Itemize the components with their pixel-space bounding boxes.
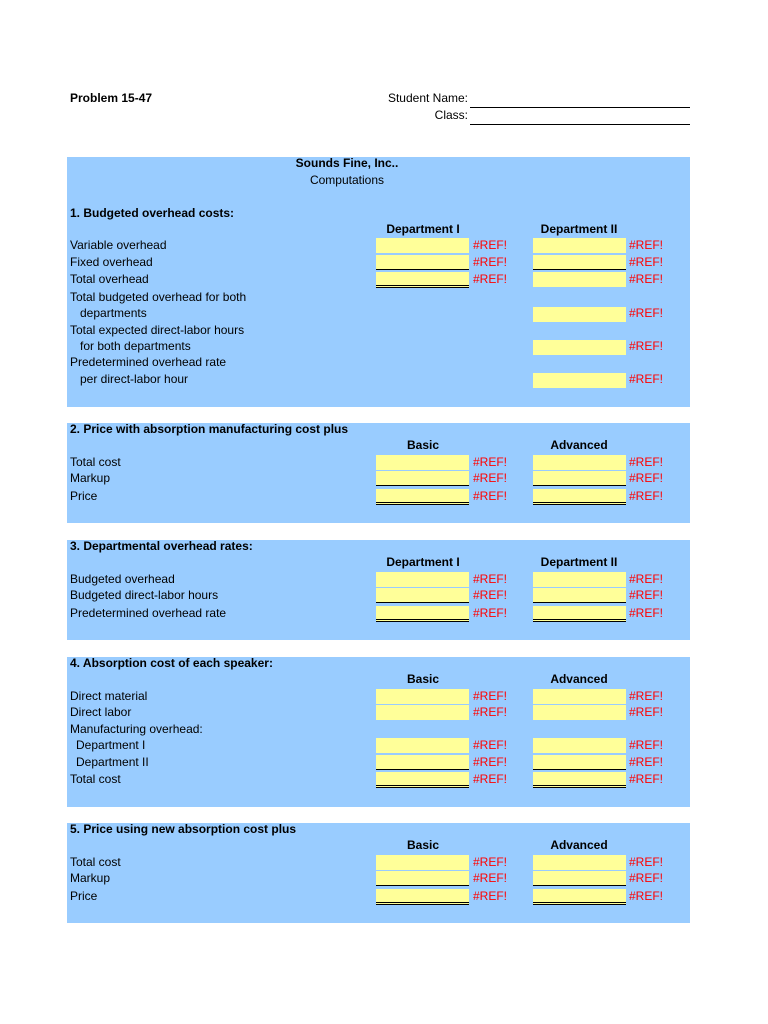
ref-error: #REF! xyxy=(473,471,508,485)
ref-error: #REF! xyxy=(473,572,508,586)
ref-error: #REF! xyxy=(629,755,664,769)
row-label: Predetermined overhead rate xyxy=(70,606,227,620)
ref-error: #REF! xyxy=(629,372,664,386)
input-cell[interactable] xyxy=(376,238,469,253)
ref-error: #REF! xyxy=(473,255,508,269)
ref-error: #REF! xyxy=(629,255,664,269)
input-cell[interactable] xyxy=(533,255,626,270)
input-cell[interactable] xyxy=(533,471,626,486)
input-cell[interactable] xyxy=(533,489,626,505)
section-new-absorption-price xyxy=(67,823,690,923)
row-label: Total cost xyxy=(70,855,121,869)
col-header-basic: Basic xyxy=(406,672,440,686)
row-label: Total budgeted overhead for both xyxy=(70,290,247,304)
input-cell[interactable] xyxy=(533,272,626,287)
ref-error: #REF! xyxy=(629,588,664,602)
section-2-title: 2. Price with absorption manufacturing cost plus xyxy=(70,422,349,436)
input-cell[interactable] xyxy=(533,588,626,603)
ref-error: #REF! xyxy=(629,238,664,252)
input-cell[interactable] xyxy=(376,606,469,622)
section-5-title: 5. Price using new absorption cost plus xyxy=(70,822,297,836)
input-cell[interactable] xyxy=(533,238,626,253)
input-cell[interactable] xyxy=(533,689,626,704)
row-label: Markup xyxy=(70,871,111,885)
input-cell[interactable] xyxy=(533,755,626,770)
section-4-title: 4. Absorption cost of each speaker: xyxy=(70,656,273,670)
ref-error: #REF! xyxy=(629,689,664,703)
ref-error: #REF! xyxy=(629,572,664,586)
col-header-basic: Basic xyxy=(406,838,440,852)
input-cell[interactable] xyxy=(376,855,469,870)
ref-error: #REF! xyxy=(629,471,664,485)
col-header-dept-2: Department II xyxy=(540,222,618,236)
input-cell[interactable] xyxy=(533,455,626,470)
input-cell[interactable] xyxy=(376,272,469,288)
ref-error: #REF! xyxy=(629,772,664,786)
input-cell[interactable] xyxy=(376,772,469,788)
row-label: Total cost xyxy=(70,772,121,786)
company-name: Sounds Fine, Inc.. xyxy=(295,156,399,170)
row-label: per direct-labor hour xyxy=(80,372,189,386)
col-header-dept-2: Department II xyxy=(540,555,618,569)
row-label: Price xyxy=(70,889,98,903)
col-header-advanced: Advanced xyxy=(550,438,608,452)
input-cell[interactable] xyxy=(533,705,626,720)
input-cell[interactable] xyxy=(376,705,469,720)
row-label: Total expected direct-labor hours xyxy=(70,323,245,337)
student-name-label: Student Name: xyxy=(387,91,468,105)
ref-error: #REF! xyxy=(629,855,664,869)
row-label: Budgeted direct-labor hours xyxy=(70,588,219,602)
ref-error: #REF! xyxy=(629,738,664,752)
col-header-dept-1: Department I xyxy=(386,222,460,236)
computations-subtitle: Computations xyxy=(309,173,385,187)
ref-error: #REF! xyxy=(473,889,508,903)
ref-error: #REF! xyxy=(473,855,508,869)
row-label: Department I xyxy=(76,738,146,752)
input-cell[interactable] xyxy=(376,871,469,886)
col-header-advanced: Advanced xyxy=(550,672,608,686)
row-label: Fixed overhead xyxy=(70,255,153,269)
input-cell[interactable] xyxy=(533,307,626,322)
input-cell[interactable] xyxy=(533,738,626,753)
section-price-absorption xyxy=(67,423,690,523)
ref-error: #REF! xyxy=(629,606,664,620)
row-label: departments xyxy=(80,306,147,320)
input-cell[interactable] xyxy=(533,889,626,905)
input-cell[interactable] xyxy=(533,373,626,388)
input-cell[interactable] xyxy=(376,689,469,704)
ref-error: #REF! xyxy=(629,889,664,903)
col-header-basic: Basic xyxy=(406,438,440,452)
ref-error: #REF! xyxy=(629,489,664,503)
problem-title: Problem 15-47 xyxy=(70,91,153,105)
row-label: Direct material xyxy=(70,689,148,703)
row-label: Markup xyxy=(70,471,111,485)
ref-error: #REF! xyxy=(629,339,664,353)
section-1-title: 1. Budgeted overhead costs: xyxy=(70,206,235,220)
input-cell[interactable] xyxy=(533,340,626,355)
section-departmental-rates xyxy=(67,540,690,640)
col-header-dept-1: Department I xyxy=(386,555,460,569)
input-cell[interactable] xyxy=(533,871,626,886)
row-label: Price xyxy=(70,489,98,503)
input-cell[interactable] xyxy=(376,455,469,470)
input-cell[interactable] xyxy=(376,572,469,587)
ref-error: #REF! xyxy=(473,738,508,752)
input-cell[interactable] xyxy=(376,588,469,603)
ref-error: #REF! xyxy=(629,306,664,320)
row-label: Department II xyxy=(76,755,149,769)
input-cell[interactable] xyxy=(533,606,626,622)
class-label: Class: xyxy=(434,108,468,122)
ref-error: #REF! xyxy=(629,871,664,885)
input-cell[interactable] xyxy=(376,489,469,505)
ref-error: #REF! xyxy=(629,272,664,286)
row-label: Predetermined overhead rate xyxy=(70,355,227,369)
input-cell[interactable] xyxy=(376,471,469,486)
ref-error: #REF! xyxy=(473,606,508,620)
ref-error: #REF! xyxy=(473,238,508,252)
col-header-advanced: Advanced xyxy=(550,838,608,852)
ref-error: #REF! xyxy=(473,455,508,469)
row-label: Direct labor xyxy=(70,705,132,719)
class-field[interactable] xyxy=(470,124,690,125)
section-3-title: 3. Departmental overhead rates: xyxy=(70,539,253,553)
row-label: Manufacturing overhead: xyxy=(70,722,203,736)
section-absorption-cost xyxy=(67,657,690,807)
ref-error: #REF! xyxy=(473,272,508,286)
input-cell[interactable] xyxy=(376,889,469,905)
row-label: Total cost xyxy=(70,455,121,469)
ref-error: #REF! xyxy=(473,871,508,885)
ref-error: #REF! xyxy=(473,689,508,703)
input-cell[interactable] xyxy=(533,855,626,870)
ref-error: #REF! xyxy=(473,705,508,719)
input-cell[interactable] xyxy=(533,572,626,587)
ref-error: #REF! xyxy=(473,772,508,786)
row-label: Budgeted overhead xyxy=(70,572,175,586)
row-label: for both departments xyxy=(80,339,191,353)
row-label: Total overhead xyxy=(70,272,149,286)
input-cell[interactable] xyxy=(376,255,469,270)
ref-error: #REF! xyxy=(629,455,664,469)
ref-error: #REF! xyxy=(473,755,508,769)
input-cell[interactable] xyxy=(376,738,469,753)
row-label: Variable overhead xyxy=(70,238,167,252)
section-budgeted-overhead xyxy=(67,157,690,407)
ref-error: #REF! xyxy=(629,705,664,719)
input-cell[interactable] xyxy=(533,772,626,788)
input-cell[interactable] xyxy=(376,755,469,770)
ref-error: #REF! xyxy=(473,489,508,503)
student-name-field[interactable] xyxy=(470,107,690,108)
ref-error: #REF! xyxy=(473,588,508,602)
